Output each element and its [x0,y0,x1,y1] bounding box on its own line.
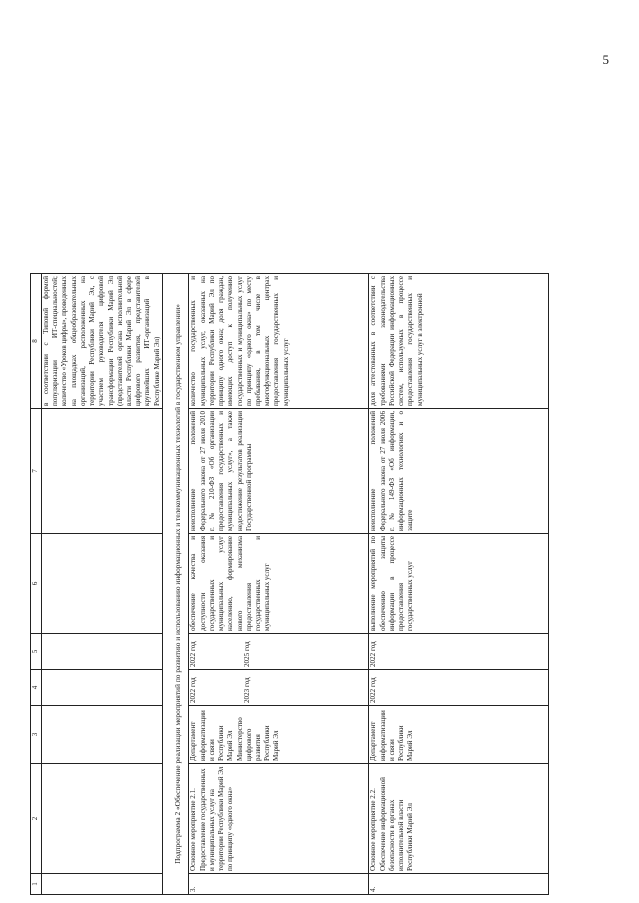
header-spacer [31,40,42,274]
start-year-2: 2023 год [242,677,251,703]
start-year-1: 2022 год [369,677,378,703]
expected-result: обеспечение качества и доступности оказания государственных и муниципальных услуг населению, формирование нового механизма предоставления государственных и муниципальных услуг [189,534,369,634]
col-header-7: 7 [31,409,42,534]
executor [189,706,369,764]
end-year [369,634,549,670]
end-year [189,634,369,670]
activity-name: Основное мероприятие 2.1. Предоставление государственных и муниципальных услуг на территории Республики Марий Эл по принципу «одного окна» [189,764,369,874]
col-header-1: 1 [31,874,42,895]
activity-name: Основное мероприятие 2.2. Обеспечение информационной безопасности в органах исполнительной власти Республики Марий Эл [369,764,549,874]
start-year [369,670,549,706]
col-header-6: 6 [31,534,42,634]
end-year-2: 2025 год [242,641,251,667]
expected-result: выполнение мероприятий по обеспечению защиты информации в процессе предоставления государственных услуг [369,534,549,634]
subprogram-row [162,40,189,895]
column-number-row [31,40,42,895]
end-year-1: 2022 год [369,641,378,667]
executor [369,706,549,764]
executor-2: Министерство цифрового развития Республики Марий Эл [235,717,281,761]
end-year-1: 2022 год [189,641,198,667]
indicators: количество государственных и муниципальных услуг, оказанных на территории Республики Марий Эл по принципу одного окна; доля граждан, имеющих доступ к получению государственных и муниципальных услуг по принципу «одного окна» по месту пребывания, в том числе в многофункциональных центрах предоставления государственных и муниципальных услуг [189,274,369,409]
indicators: доля аттестованных в соответствии с требованиями законодательства Российской Федерации информационных систем, используемых в процессе предоставления государственных и муниципальных услуг в электронной [369,274,549,409]
executor-1: Департамент информатизации и связи Республики Марий Эл [189,710,235,761]
row-number: 4. [369,874,549,895]
col-header-2: 2 [31,764,42,874]
continued-row [42,40,163,895]
start-year-1: 2022 год [189,677,198,703]
row-number: 3. [189,874,369,895]
start-year [189,670,369,706]
continued-indicator-text: в соответствии с Типовой формой популяризации ИТ-специальностей; количество «Уроков цифры», проведенных на площадках общеобразовательных организаций, расположенных на территории Республики Марий Эл, с участием руководителя цифровой трансформации Республики Марий Эл (представителей органа исполнительной власти Республики Марий Эл в сфере цифрового развития, представителей крупнейших ИТ-организаций в Республике Марий Эл) [42,274,163,409]
executor-1: Департамент информатизации и связи Республики Марий Эл [369,710,415,761]
subprogram-title: Подпрограмма 2 «Обеспечение реализации мероприятий по развитию и использованию информационных и телекоммуникационных технологий в государственном управлении» [162,274,189,895]
activities-table [30,39,549,895]
consequences: неисполнение положений Федерального закона от 27 июля 2006 г. № 149-ФЗ «Об информации, информационных технологиях и о защите [369,409,549,534]
col-header-5: 5 [31,634,42,670]
col-header-4: 4 [31,670,42,706]
col-header-8: 8 [31,274,42,409]
table-row [189,40,369,895]
col-header-3: 3 [31,706,42,764]
table-row [369,40,549,895]
consequences: неисполнение положений Федерального закона от 27 июля 2010 г. № 210-ФЗ «Об организации предоставления государственных и муниципальных услуг», а также недостижение результатов реализации Государственной программы [189,409,369,534]
rotated-table-sheet [30,40,570,895]
page-number: 5 [602,52,609,67]
